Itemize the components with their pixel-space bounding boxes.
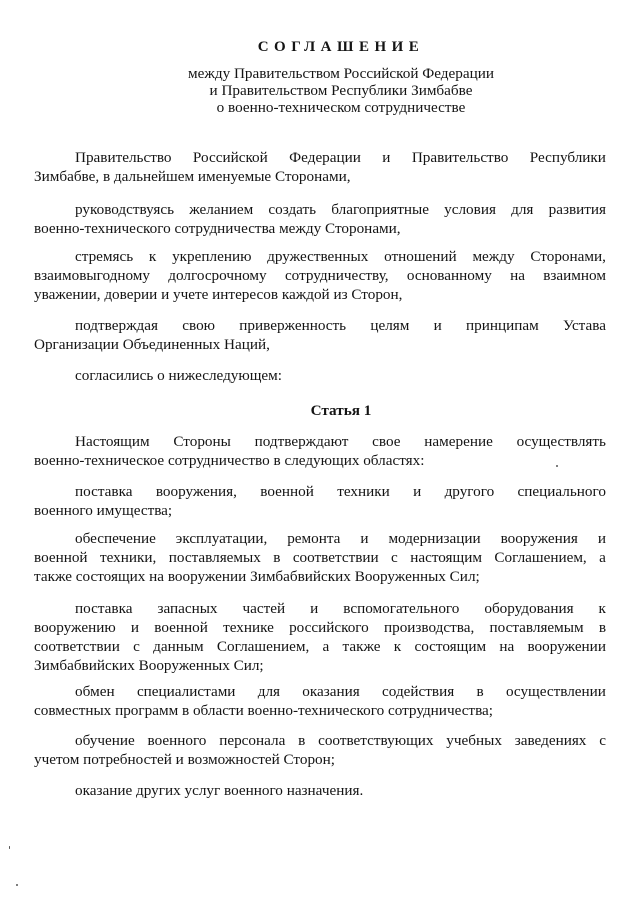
word: поставка — [75, 483, 133, 500]
paragraph-line — [34, 618, 606, 637]
word: Настоящим — [75, 433, 150, 450]
word: намерение — [424, 433, 493, 450]
word: к — [148, 248, 157, 265]
word: и — [413, 483, 422, 500]
word: другого — [444, 483, 495, 500]
word: к — [393, 638, 402, 655]
paragraph-line — [34, 548, 606, 567]
word: основанному — [406, 267, 492, 284]
paragraph-line — [34, 529, 606, 548]
document-title: СОГЛАШЕНИЕ — [257, 39, 425, 55]
word: приверженность — [239, 317, 347, 334]
word: к — [598, 600, 606, 617]
word: дружественных — [267, 248, 369, 265]
word: а — [322, 638, 330, 655]
word: соответствии — [292, 549, 379, 566]
word: вооружении — [527, 638, 606, 655]
word: вооружению — [34, 619, 116, 636]
word: заведениях — [514, 732, 587, 749]
word: Федерации — [289, 149, 361, 166]
word: благоприятные — [331, 201, 429, 218]
scan-speck — [556, 465, 558, 467]
word: сотрудничеству, — [284, 267, 389, 284]
word: Правительство — [411, 149, 509, 166]
word: и — [382, 149, 391, 166]
word: и — [130, 619, 140, 636]
word: вооружения, — [155, 483, 237, 500]
word: учебных — [446, 732, 502, 749]
word: содействия — [382, 683, 455, 700]
word: а — [599, 549, 606, 566]
word: в — [476, 683, 484, 700]
word: подтверждая — [75, 317, 159, 334]
word: также — [342, 638, 381, 655]
preamble-paragraph — [34, 366, 606, 385]
word: военного — [147, 732, 207, 749]
word: состоящим — [414, 638, 487, 655]
article-paragraph — [34, 682, 606, 720]
word: и — [597, 530, 606, 547]
preamble-paragraph — [34, 247, 606, 304]
paragraph-line — [34, 482, 606, 501]
paragraph-line — [34, 266, 606, 285]
word: с — [133, 638, 140, 655]
paragraph-line — [34, 682, 606, 701]
paragraph-line: совместных программ в области военно-технического сотрудничества; — [34, 702, 494, 719]
word: специального — [517, 483, 606, 500]
word: для — [257, 683, 281, 700]
word: Сторонами, — [530, 248, 606, 265]
word: модернизации — [388, 530, 481, 547]
word: поставляемых — [168, 549, 261, 566]
paragraph-line — [34, 200, 606, 219]
article-heading: Статья 1 — [310, 402, 372, 419]
paragraph-line — [34, 316, 606, 335]
word: в — [598, 619, 606, 636]
word: соответствующих — [318, 732, 434, 749]
word: Соглашением, — [494, 549, 587, 566]
word: Стороны — [173, 433, 231, 450]
paragraph-line — [34, 599, 606, 618]
word: военной — [34, 549, 88, 566]
paragraph-line: Зимбабвийских Вооруженных Сил; — [34, 657, 264, 674]
word: долгосрочному — [168, 267, 267, 284]
word: и — [433, 317, 442, 334]
preamble-paragraph — [34, 316, 606, 354]
word: свое — [372, 433, 401, 450]
word: отношений — [384, 248, 457, 265]
word: техники, — [99, 549, 157, 566]
word: принципам — [466, 317, 539, 334]
article-paragraph — [34, 482, 606, 520]
word: с — [391, 549, 398, 566]
scan-speck — [9, 846, 10, 849]
word: персонала — [219, 732, 286, 749]
article-paragraph — [34, 731, 606, 769]
word: специалистами — [136, 683, 236, 700]
word: Правительство — [75, 149, 172, 166]
word: запасных — [157, 600, 218, 617]
word: условия — [444, 201, 496, 218]
paragraph-line: военно-техническое сотрудничество в следующих областях: — [34, 452, 425, 469]
word: и — [360, 530, 369, 547]
word: оказания — [302, 683, 360, 700]
word: развития — [548, 201, 606, 218]
word: частей — [242, 600, 286, 617]
paragraph-line — [34, 432, 606, 451]
subtitle-line: между Правительством Российской Федерации — [188, 65, 494, 82]
word: обмен — [75, 683, 115, 700]
word: настоящим — [410, 549, 482, 566]
word: свою — [182, 317, 216, 334]
word: эксплуатации, — [175, 530, 268, 547]
word: в — [298, 732, 306, 749]
subtitle-line: и Правительством Республики Зимбабве — [209, 82, 473, 99]
paragraph-line: также состоящих на вооружении Зимбабвийских Вооруженных Сил; — [34, 568, 480, 585]
word: взаимовыгодному — [34, 267, 150, 284]
article-paragraph — [34, 432, 606, 470]
word: обучение — [75, 732, 135, 749]
paragraph-line: военного имущества; — [34, 502, 173, 519]
word: желанием — [189, 201, 254, 218]
word: на — [510, 267, 525, 284]
word: создать — [268, 201, 317, 218]
subtitle-line: о военно-техническом сотрудничестве — [216, 99, 466, 116]
word: осуществлении — [505, 683, 606, 700]
word: производства, — [383, 619, 475, 636]
paragraph-line: учетом потребностей и возможностей Сторон; — [34, 751, 335, 768]
word: для — [511, 201, 534, 218]
paragraph-line: Организации Объединенных Наций, — [34, 336, 270, 353]
paragraph-line: согласились о нижеследующем: — [75, 367, 283, 384]
word: стремясь — [75, 248, 134, 265]
paragraph-line — [34, 247, 606, 266]
word: и — [310, 600, 319, 617]
word: целям — [370, 317, 410, 334]
paragraph-line — [34, 148, 606, 167]
word: в — [273, 549, 281, 566]
paragraph-line: военно-технического сотрудничества между Сторонами, — [34, 220, 401, 237]
word: российского — [289, 619, 369, 636]
word: обеспечение — [75, 530, 156, 547]
word: данным — [153, 638, 204, 655]
word: на — [499, 638, 515, 655]
word: осуществлять — [516, 433, 606, 450]
article-paragraph — [34, 529, 606, 586]
word: поставляемым — [489, 619, 584, 636]
word: с — [599, 732, 606, 749]
word: Российской — [192, 149, 268, 166]
word: между — [472, 248, 515, 265]
word: поставка — [75, 600, 133, 617]
word: взаимном — [543, 267, 606, 284]
word: оборудования — [484, 600, 574, 617]
paragraph-line — [34, 731, 606, 750]
word: руководствуясь — [75, 201, 175, 218]
word: военной — [154, 619, 208, 636]
article-paragraph — [34, 781, 606, 800]
paragraph-line: уважении, доверии и учете интересов каждой из Сторон, — [34, 286, 403, 303]
preamble-paragraph — [34, 148, 606, 186]
word: Соглашением, — [216, 638, 310, 655]
word: ремонта — [287, 530, 341, 547]
word: вооружения — [500, 530, 578, 547]
word: подтверждают — [254, 433, 349, 450]
word: соответствии — [34, 638, 120, 655]
article-paragraph — [34, 599, 606, 675]
paragraph-line: Зимбабве, в дальнейшем именуемые Сторонами, — [34, 168, 351, 185]
word: техники — [337, 483, 390, 500]
word: Республики — [529, 149, 606, 166]
word: военной — [260, 483, 314, 500]
word: Устава — [563, 317, 606, 334]
scan-speck — [16, 884, 18, 886]
paragraph-line: оказание других услуг военного назначения. — [75, 782, 364, 799]
word: укреплению — [172, 248, 252, 265]
preamble-paragraph — [34, 200, 606, 238]
paragraph-line — [34, 637, 606, 656]
word: технике — [223, 619, 274, 636]
word: вспомогательного — [343, 600, 460, 617]
